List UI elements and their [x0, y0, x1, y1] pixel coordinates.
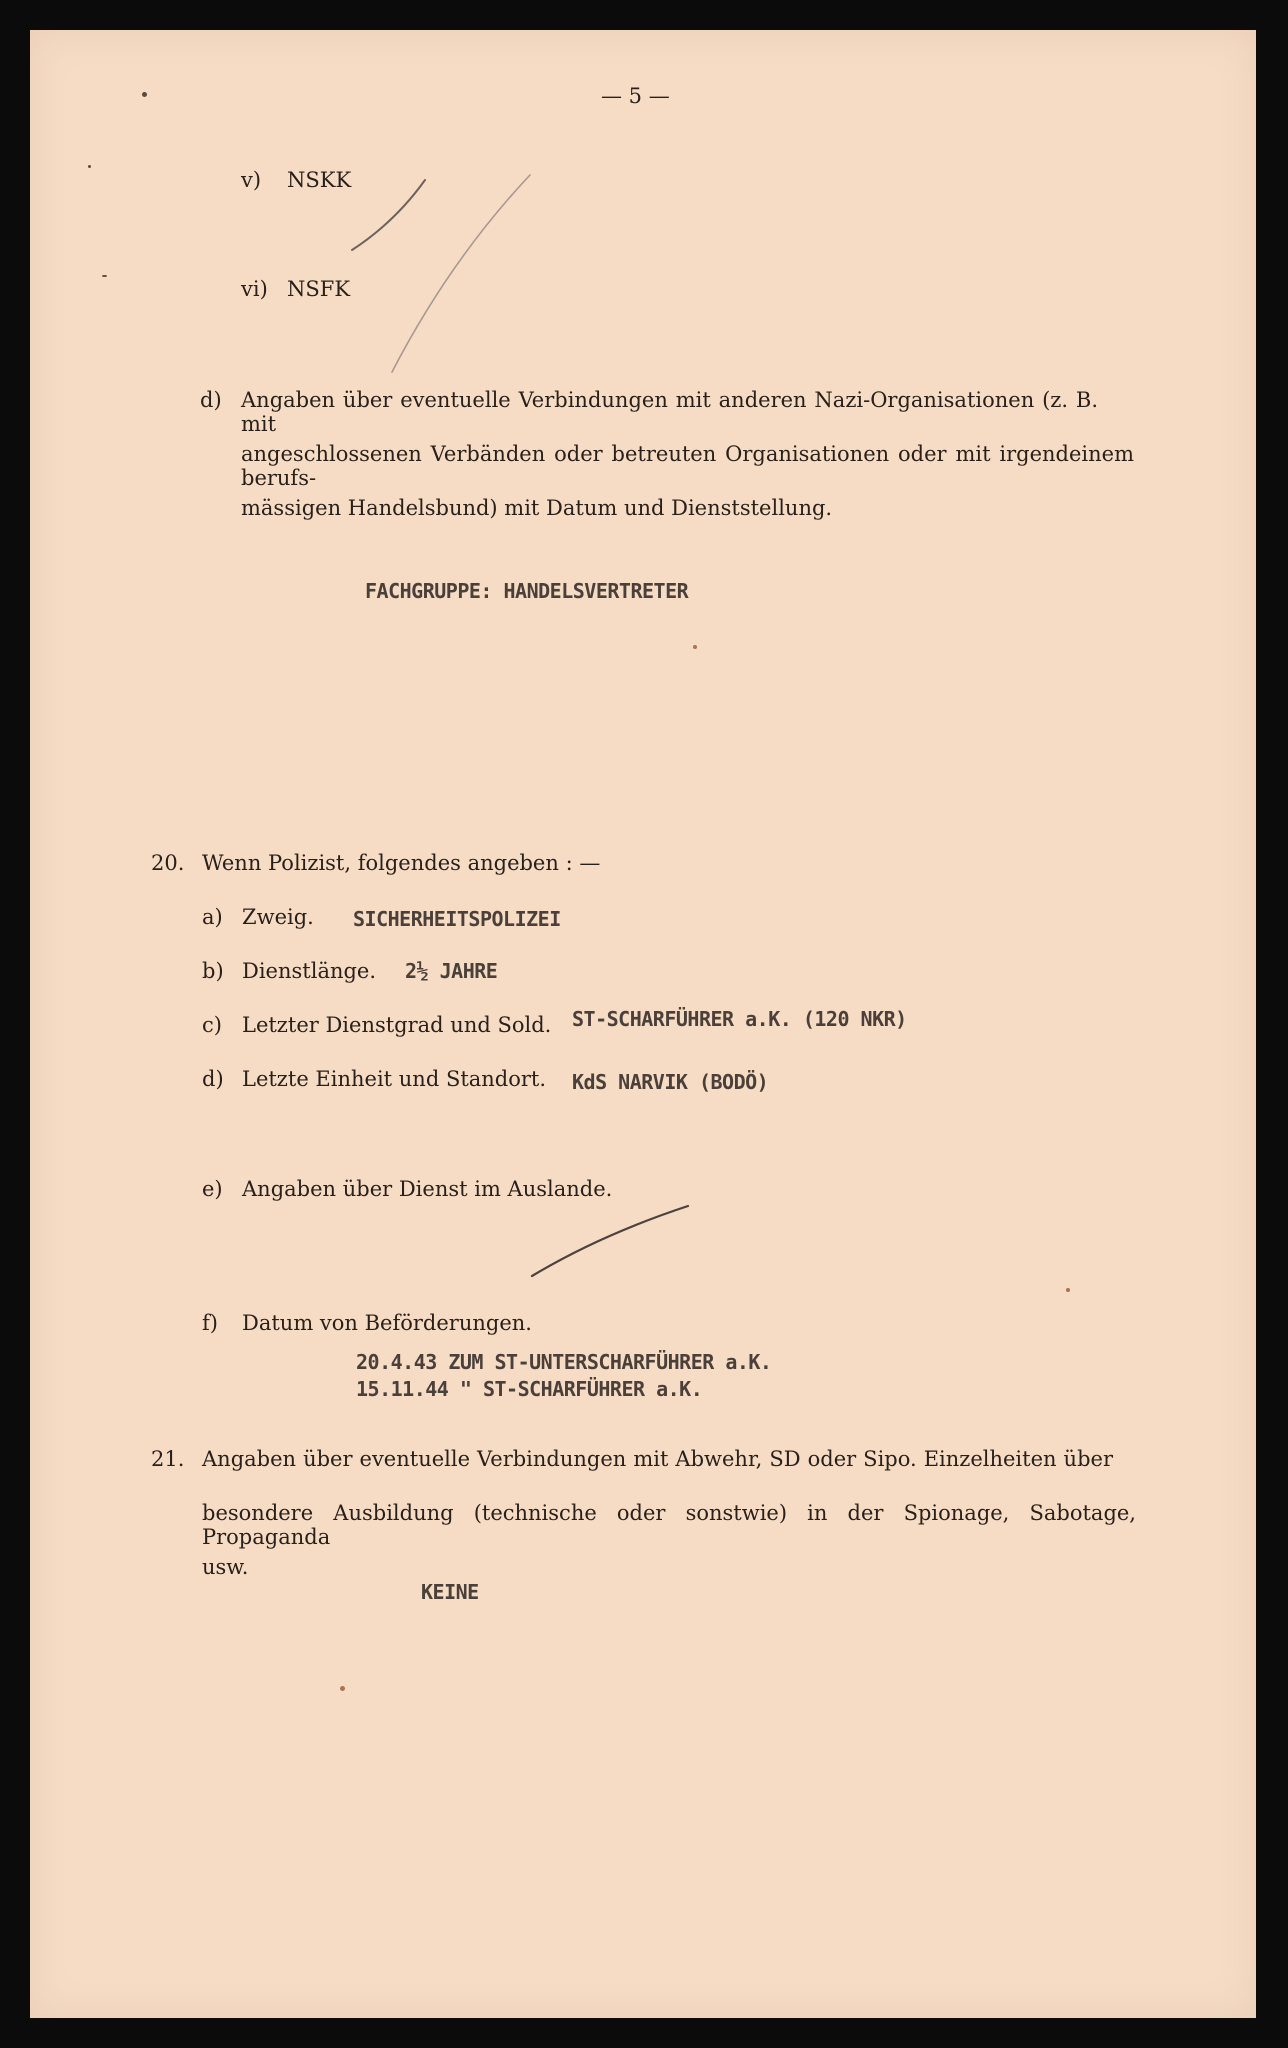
paper-speck — [102, 275, 107, 277]
paper-speck — [88, 165, 91, 168]
strike-mark-nskk — [352, 180, 425, 250]
typed-answer: 2½ JAHRE — [405, 959, 498, 983]
item-label: vi) — [241, 277, 268, 301]
item-text: Angaben über Dienst im Auslande. — [242, 1177, 613, 1201]
item-label: v) — [241, 168, 262, 192]
paper-speck — [340, 1686, 345, 1691]
paragraph-line: usw. — [202, 1555, 249, 1579]
paper-speck — [1066, 1288, 1070, 1292]
paragraph-line: mässigen Handelsbund) mit Datum und Dienststellung. — [241, 496, 833, 520]
item-label: d) — [202, 1067, 224, 1091]
question-number: 21. — [151, 1447, 185, 1471]
question-number: 20. — [151, 851, 185, 875]
item-text: NSFK — [287, 277, 351, 301]
strike-mark-ausland — [532, 1206, 688, 1276]
item-text: Letzte Einheit und Standort. — [242, 1067, 547, 1091]
paragraph-line: Angaben über eventuelle Verbindungen mit anderen Nazi-Organisationen (z. B. mit — [241, 388, 1098, 436]
typed-answer: KdS NARVIK (BODÖ) — [572, 1070, 769, 1094]
question-text: Wenn Polizist, folgendes angeben : — — [202, 851, 601, 875]
paragraph-line: Angaben über eventuelle Verbindungen mit Abwehr, SD oder Sipo. Einzelheiten über — [202, 1447, 1113, 1471]
item-text: Datum von Beförderungen. — [242, 1311, 532, 1335]
strike-mark-nsfk — [392, 175, 530, 372]
paper-speck — [693, 645, 697, 649]
typed-answer: 20.4.43 ZUM ST-UNTERSCHARFÜHRER a.K. — [356, 1350, 772, 1374]
item-text: NSKK — [287, 168, 352, 192]
item-text: Letzter Dienstgrad und Sold. — [242, 1013, 552, 1037]
item-label: d) — [200, 388, 222, 412]
typed-answer: FACHGRUPPE: HANDELSVERTRETER — [365, 579, 689, 603]
typed-answer: SICHERHEITSPOLIZEI — [353, 907, 561, 931]
item-label: e) — [202, 1177, 223, 1201]
item-label: f) — [202, 1311, 218, 1335]
item-label: b) — [202, 959, 224, 983]
typed-answer: 15.11.44 " ST-SCHARFÜHRER a.K. — [356, 1377, 703, 1401]
item-label: c) — [202, 1013, 222, 1037]
item-text: Zweig. — [242, 905, 314, 929]
paragraph-line: besondere Ausbildung (technische oder sonstwie) in der Spionage, Sabotage, Propaganda — [202, 1501, 1136, 1549]
typed-answer: KEINE — [421, 1580, 479, 1604]
item-label: a) — [202, 905, 223, 929]
page-number: — 5 — — [601, 84, 670, 108]
typed-answer: ST-SCHARFÜHRER a.K. (120 NKR) — [572, 1007, 907, 1031]
paper-speck — [142, 92, 147, 97]
item-text: Dienstlänge. — [242, 959, 377, 983]
paragraph-line: angeschlossenen Verbänden oder betreuten Organisationen oder mit irgendeinem berufs- — [241, 442, 1134, 490]
